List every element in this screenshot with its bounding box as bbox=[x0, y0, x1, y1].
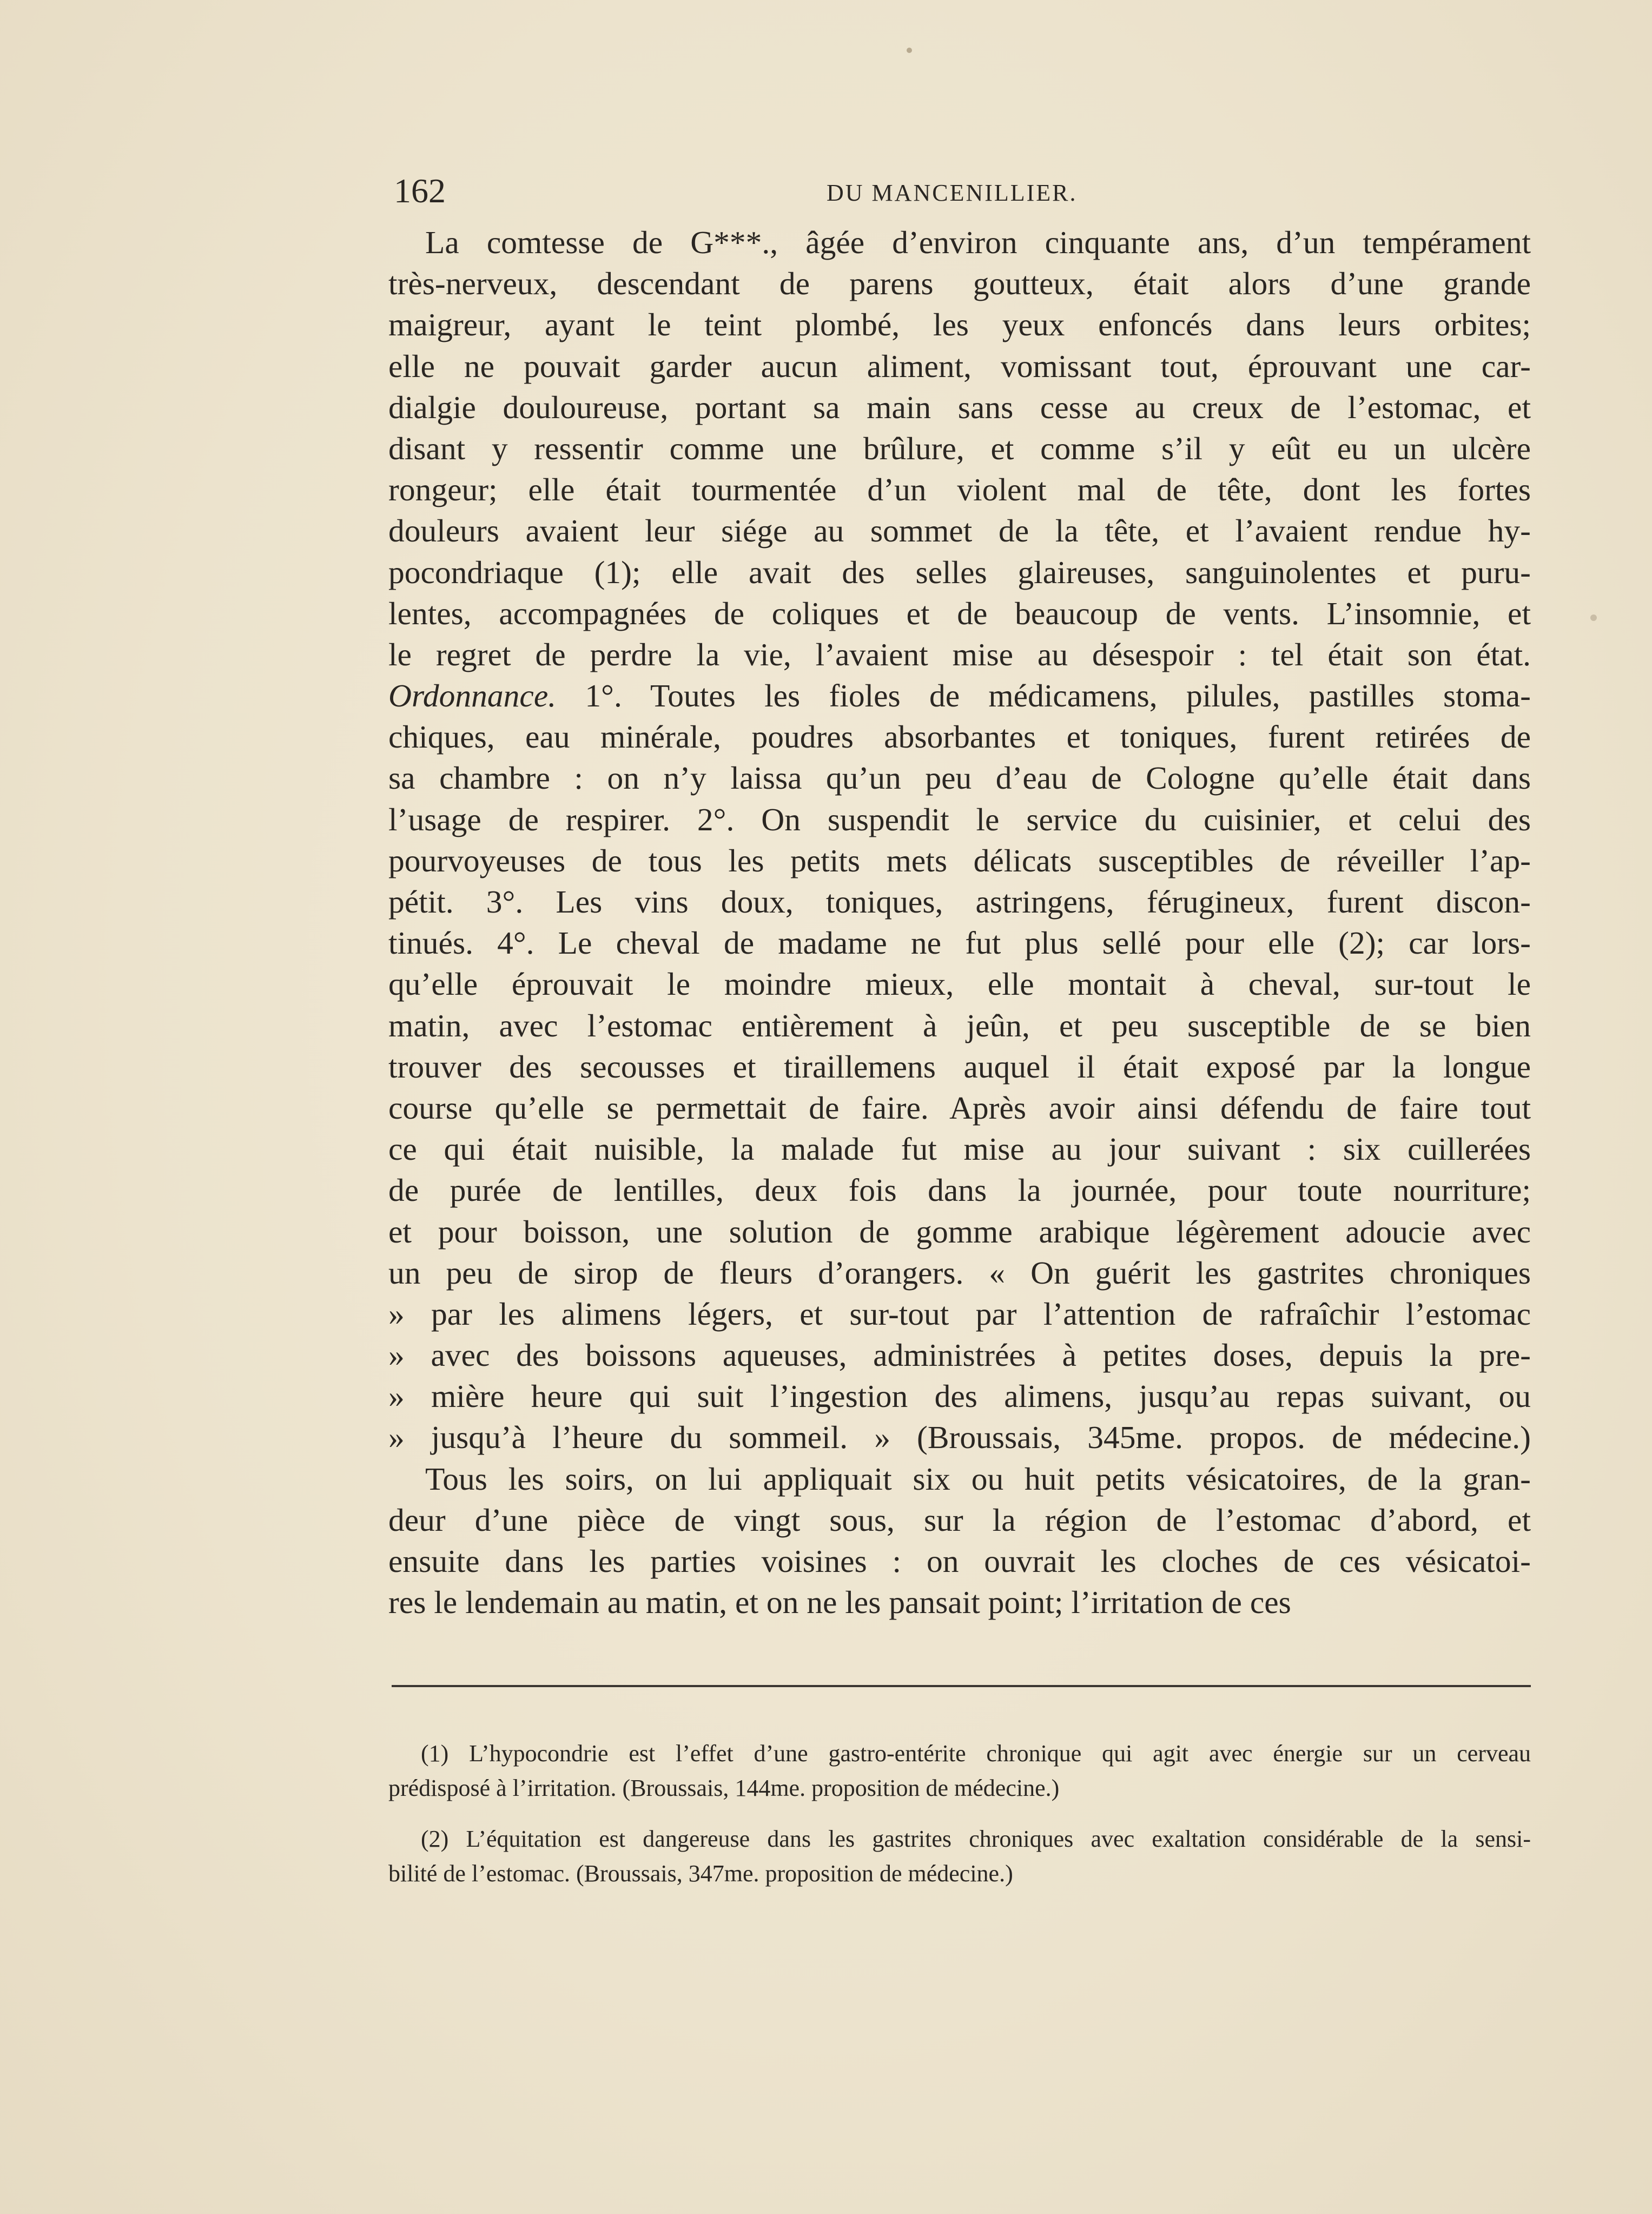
text-line: douleurs avaient leur siége au sommet de la tête, et l’avaient rendue hy- bbox=[388, 513, 1531, 549]
paper-speck bbox=[907, 48, 912, 53]
text-line: » jusqu’à l’heure du sommeil. » (Broussais, 345me. propos. de médecine.) bbox=[388, 1419, 1531, 1456]
body-text bbox=[388, 222, 1531, 1623]
text-line: » avec des boissons aqueuses, administrées à petites doses, depuis la pre- bbox=[388, 1337, 1531, 1373]
text-line: disant y ressentir comme une brûlure, et comme s’il y eût eu un ulcère bbox=[388, 430, 1531, 466]
text-line: un peu de sirop de fleurs d’orangers. « On guérit les gastrites chroniques bbox=[388, 1254, 1531, 1291]
text-line: » par les alimens légers, et sur-tout par l’attention de rafraîchir l’estomac bbox=[388, 1296, 1531, 1332]
text-line: l’usage de respirer. 2°. On suspendit le service du cuisinier, et celui des bbox=[388, 801, 1531, 837]
text-line: Tous les soirs, on lui appliquait six ou huit petits vésicatoires, de la gran- bbox=[425, 1460, 1531, 1497]
footnote-1-line: (1) L’hypocondrie est l’effet d’une gastro-entérite chronique qui agit avec énergie sur un cerveau bbox=[421, 1740, 1531, 1767]
text-line: sa chambre : on n’y laissa qu’un peu d’eau de Cologne qu’elle était dans bbox=[388, 760, 1531, 796]
footnote-gap bbox=[388, 1806, 1531, 1822]
text-line: rongeur; elle était tourmentée d’un violent mal de tête, dont les fortes bbox=[388, 472, 1531, 508]
footnote-rule bbox=[392, 1685, 1531, 1687]
text-line: le regret de perdre la vie, l’avaient mise au désespoir : tel était son état. bbox=[388, 636, 1531, 672]
text-line: pourvoyeuses de tous les petits mets délicats susceptibles de réveiller l’ap- bbox=[388, 842, 1531, 878]
page-number: 162 bbox=[394, 171, 446, 210]
text-line: ce qui était nuisible, la malade fut mise au jour suivant : six cuillerées bbox=[388, 1131, 1531, 1167]
text-line: elle ne pouvait garder aucun aliment, vomissant tout, éprouvant une car- bbox=[388, 348, 1531, 384]
text-line: lentes, accompagnées de coliques et de beaucoup de vents. L’insomnie, et bbox=[388, 595, 1531, 631]
text-line: » mière heure qui suit l’ingestion des alimens, jusqu’au repas suivant, ou bbox=[388, 1378, 1531, 1415]
text-line: deur d’une pièce de vingt sous, sur la région de l’estomac d’abord, et bbox=[388, 1502, 1531, 1538]
paper-speck bbox=[1590, 614, 1597, 621]
text-line: res le lendemain au matin, et on ne les pansait point; l’irritation de ces bbox=[388, 1584, 1291, 1621]
text-line: de purée de lentilles, deux fois dans la journée, pour toute nourriture; bbox=[388, 1172, 1531, 1208]
text-line: pétit. 3°. Les vins doux, toniques, astringens, férugineux, furent discon- bbox=[388, 884, 1531, 920]
footnote-1-line: prédisposé à l’irritation. (Broussais, 144me. proposition de médecine.) bbox=[388, 1775, 1060, 1801]
footnotes bbox=[388, 1736, 1531, 1891]
text-line: ensuite dans les parties voisines : on ouvrait les cloches de ces vésicatoi- bbox=[388, 1543, 1531, 1579]
text-line: La comtesse de G***., âgée d’environ cinquante ans, d’un tempérament bbox=[425, 224, 1531, 260]
text-line: pocondriaque (1); elle avait des selles glaireuses, sanguinolentes et puru- bbox=[388, 554, 1531, 590]
text-line: maigreur, ayant le teint plombé, les yeux enfoncés dans leurs orbites; bbox=[388, 307, 1531, 343]
text-line: dialgie douloureuse, portant sa main sans cesse au creux de l’estomac, et bbox=[388, 389, 1531, 425]
footnote-2-line: (2) L’équitation est dangereuse dans les gastrites chroniques avec exaltation considérable de la sensi- bbox=[421, 1826, 1531, 1852]
text-line: matin, avec l’estomac entièrement à jeûn, et peu susceptible de se bien bbox=[388, 1007, 1531, 1043]
text-line: trouver des secousses et tiraillemens auquel il était exposé par la longue bbox=[388, 1048, 1531, 1085]
text-line: chiques, eau minérale, poudres absorbantes et toniques, furent retirées de bbox=[388, 719, 1531, 755]
text-line: qu’elle éprouvait le moindre mieux, elle montait à cheval, sur-tout le bbox=[388, 966, 1531, 1002]
text-line: tinués. 4°. Le cheval de madame ne fut plus sellé pour elle (2); car lors- bbox=[388, 925, 1531, 961]
text-line: course qu’elle se permettait de faire. Après avoir ainsi défendu de faire tout bbox=[388, 1089, 1531, 1126]
running-head: DU MANCENILLIER. bbox=[827, 180, 1078, 206]
text-line: très-nerveux, descendant de parens goutteux, était alors d’une grande bbox=[388, 266, 1531, 302]
page-header bbox=[394, 172, 1189, 210]
text-line: et pour boisson, une solution de gomme arabique légèrement adoucie avec bbox=[388, 1213, 1531, 1250]
text-line: Ordonnance. 1°. Toutes les fioles de médicamens, pilules, pastilles stoma- bbox=[388, 678, 1531, 714]
footnote-2-line: bilité de l’estomac. (Broussais, 347me. proposition de médecine.) bbox=[388, 1860, 1013, 1887]
ordonnance-heading: Ordonnance. bbox=[388, 678, 557, 714]
